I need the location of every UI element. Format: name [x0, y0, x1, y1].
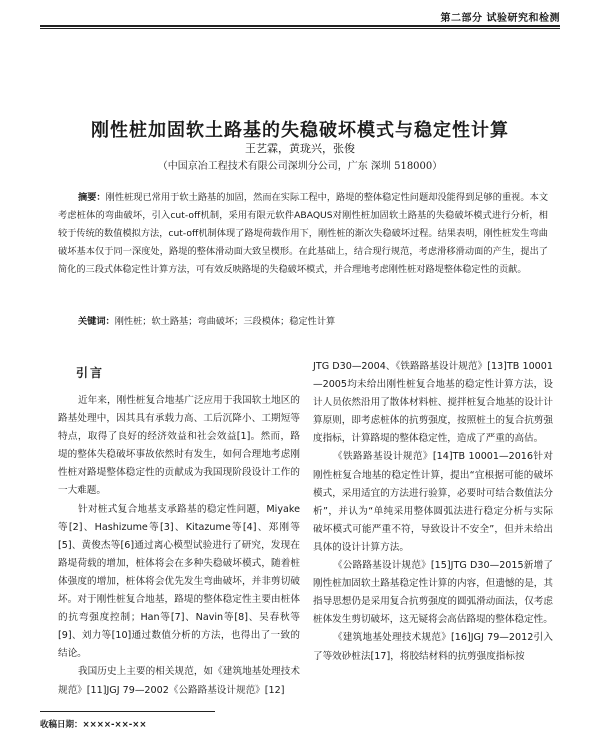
left-column: [58, 392, 300, 700]
keywords-label: 关键词：: [78, 316, 115, 327]
paragraph: 近年来，刚性桩复合地基广泛应用于我国软土地区的路基处理中，因其具有承载力高、工后沉降小、工期短等特点，取得了良好的经济效益和社会效益[1]。然而，路堤的整体失稳破坏事故依然时有发生，如何合理地考虑刚性桩对路堤整体稳定性的贡献成为我国现阶段设计工作的一大难题。: [58, 395, 300, 497]
right-column: [313, 358, 553, 666]
abstract: [58, 189, 548, 279]
footnote-rule: [40, 711, 215, 712]
paragraph: JTG D30—2004、《铁路路基设计规范》[13]TB 10001—2005均未给出刚性桩复合地基的稳定性计算方法，设计人员依然沿用了散体材料桩、搅拌桩复合地基的设计计算原则，即考虑桩体的抗剪强度，按照桩土的复合抗剪强度指标，计算路堤的整体稳定性，造成了严重的高估。: [313, 361, 553, 445]
section-title-introduction: 引言: [76, 366, 105, 380]
abstract-text: 刚性桩现已常用于软土路基的加固，然而在实际工程中，路堤的整体稳定性问题却没能得到足够的重视。本文考虑桩体的弯曲破坏，引入cut-off机制，采用有限元软件ABAQUS对刚性桩加固软土路基的失稳破坏模式进行分析，相较于传统的数值模拟方法，cut-off机制体现了路堤荷载作用下，刚性桩的渐次失稳破坏过程。结果表明，刚性桩发生弯曲破坏基本仅于同一深度处，路堤的整体滑动面大致呈楔形。在此基础上，结合现行规范，考虑滑移滑动面的产生，提出了简化的三段式体稳定性计算方法，可有效反映路堤的失稳破坏模式，并合理地考虑刚性桩对路堤整体稳定性的贡献。: [58, 192, 549, 275]
authors: 王艺霖，黄珑兴，张俊: [245, 142, 355, 155]
keywords-text: 刚性桩；软土路基；弯曲破坏；三段模体；稳定性计算: [114, 316, 336, 327]
paper-title: 刚性桩加固软土路基的失稳破坏模式与稳定性计算: [91, 120, 509, 141]
paragraph: 针对桩式复合地基支承路基的稳定性问题，Miyake等[2]、Hashizume等[3]、Kitazume等[4]、郑刚等[5]、黄俊杰等[6]通过离心模型试验进行了研究，发现在路堤荷载的增加，桩体将会在多种失稳破坏模式，随着桩体强度的增加，桩体将会优先发生弯曲破坏，并非剪切破坏。对于刚性桩复合地基，路堤的整体稳定性主要由桩体的抗弯强度控制；Han等[7]、Navin等[8]、吴春秋等[9]、刘力等[10]通过数值分析的方法，也得出了一致的结论。: [58, 503, 300, 660]
paragraph: 《公路路基设计规范》[15]JTG D30—2015新增了刚性桩加固软土路基稳定性计算的内容，但遗憾的是，其指导思想仍是采用复合抗剪强度的圆弧滑动面法，仅考虑桩体发生剪切破坏，这无疑将会高估路堤的整体稳定性。: [313, 560, 553, 626]
paragraph: 《铁路路基设计规范》[14]TB 10001—2016针对刚性桩复合地基的稳定性计算，提出“宜根据可能的破坏模式，采用适宜的方法进行验算，必要时可结合数值法分析”，并认为“单纯采用整体圆弧法进行稳定分析与实际破坏模式可能严重不符，导致设计不安全”，但并未给出具体的设计计算方法。: [313, 451, 553, 553]
running-head: 第二部分 试验研究和检测: [440, 13, 560, 24]
paragraph: 我国历史上主要的相关规范，如《建筑地基处理技术规范》[11]JGJ 79—2002《公路路基设计规范》[12]: [58, 666, 300, 696]
header-rule: [40, 25, 560, 27]
abstract-label: 摘要：: [78, 192, 106, 203]
affiliation: （中国京冶工程技术有限公司深圳分公司，广东 深圳 518000）: [157, 161, 443, 172]
keywords: [78, 313, 548, 331]
paragraph: 《建筑地基处理技术规范》[16]JGJ 79—2012引入了等效砂桩法[17]，将胶结材料的抗剪强度指标按: [313, 632, 553, 662]
received-date: 收稿日期：××××-××-××: [40, 720, 147, 730]
header-rule-thin: [40, 28, 560, 29]
